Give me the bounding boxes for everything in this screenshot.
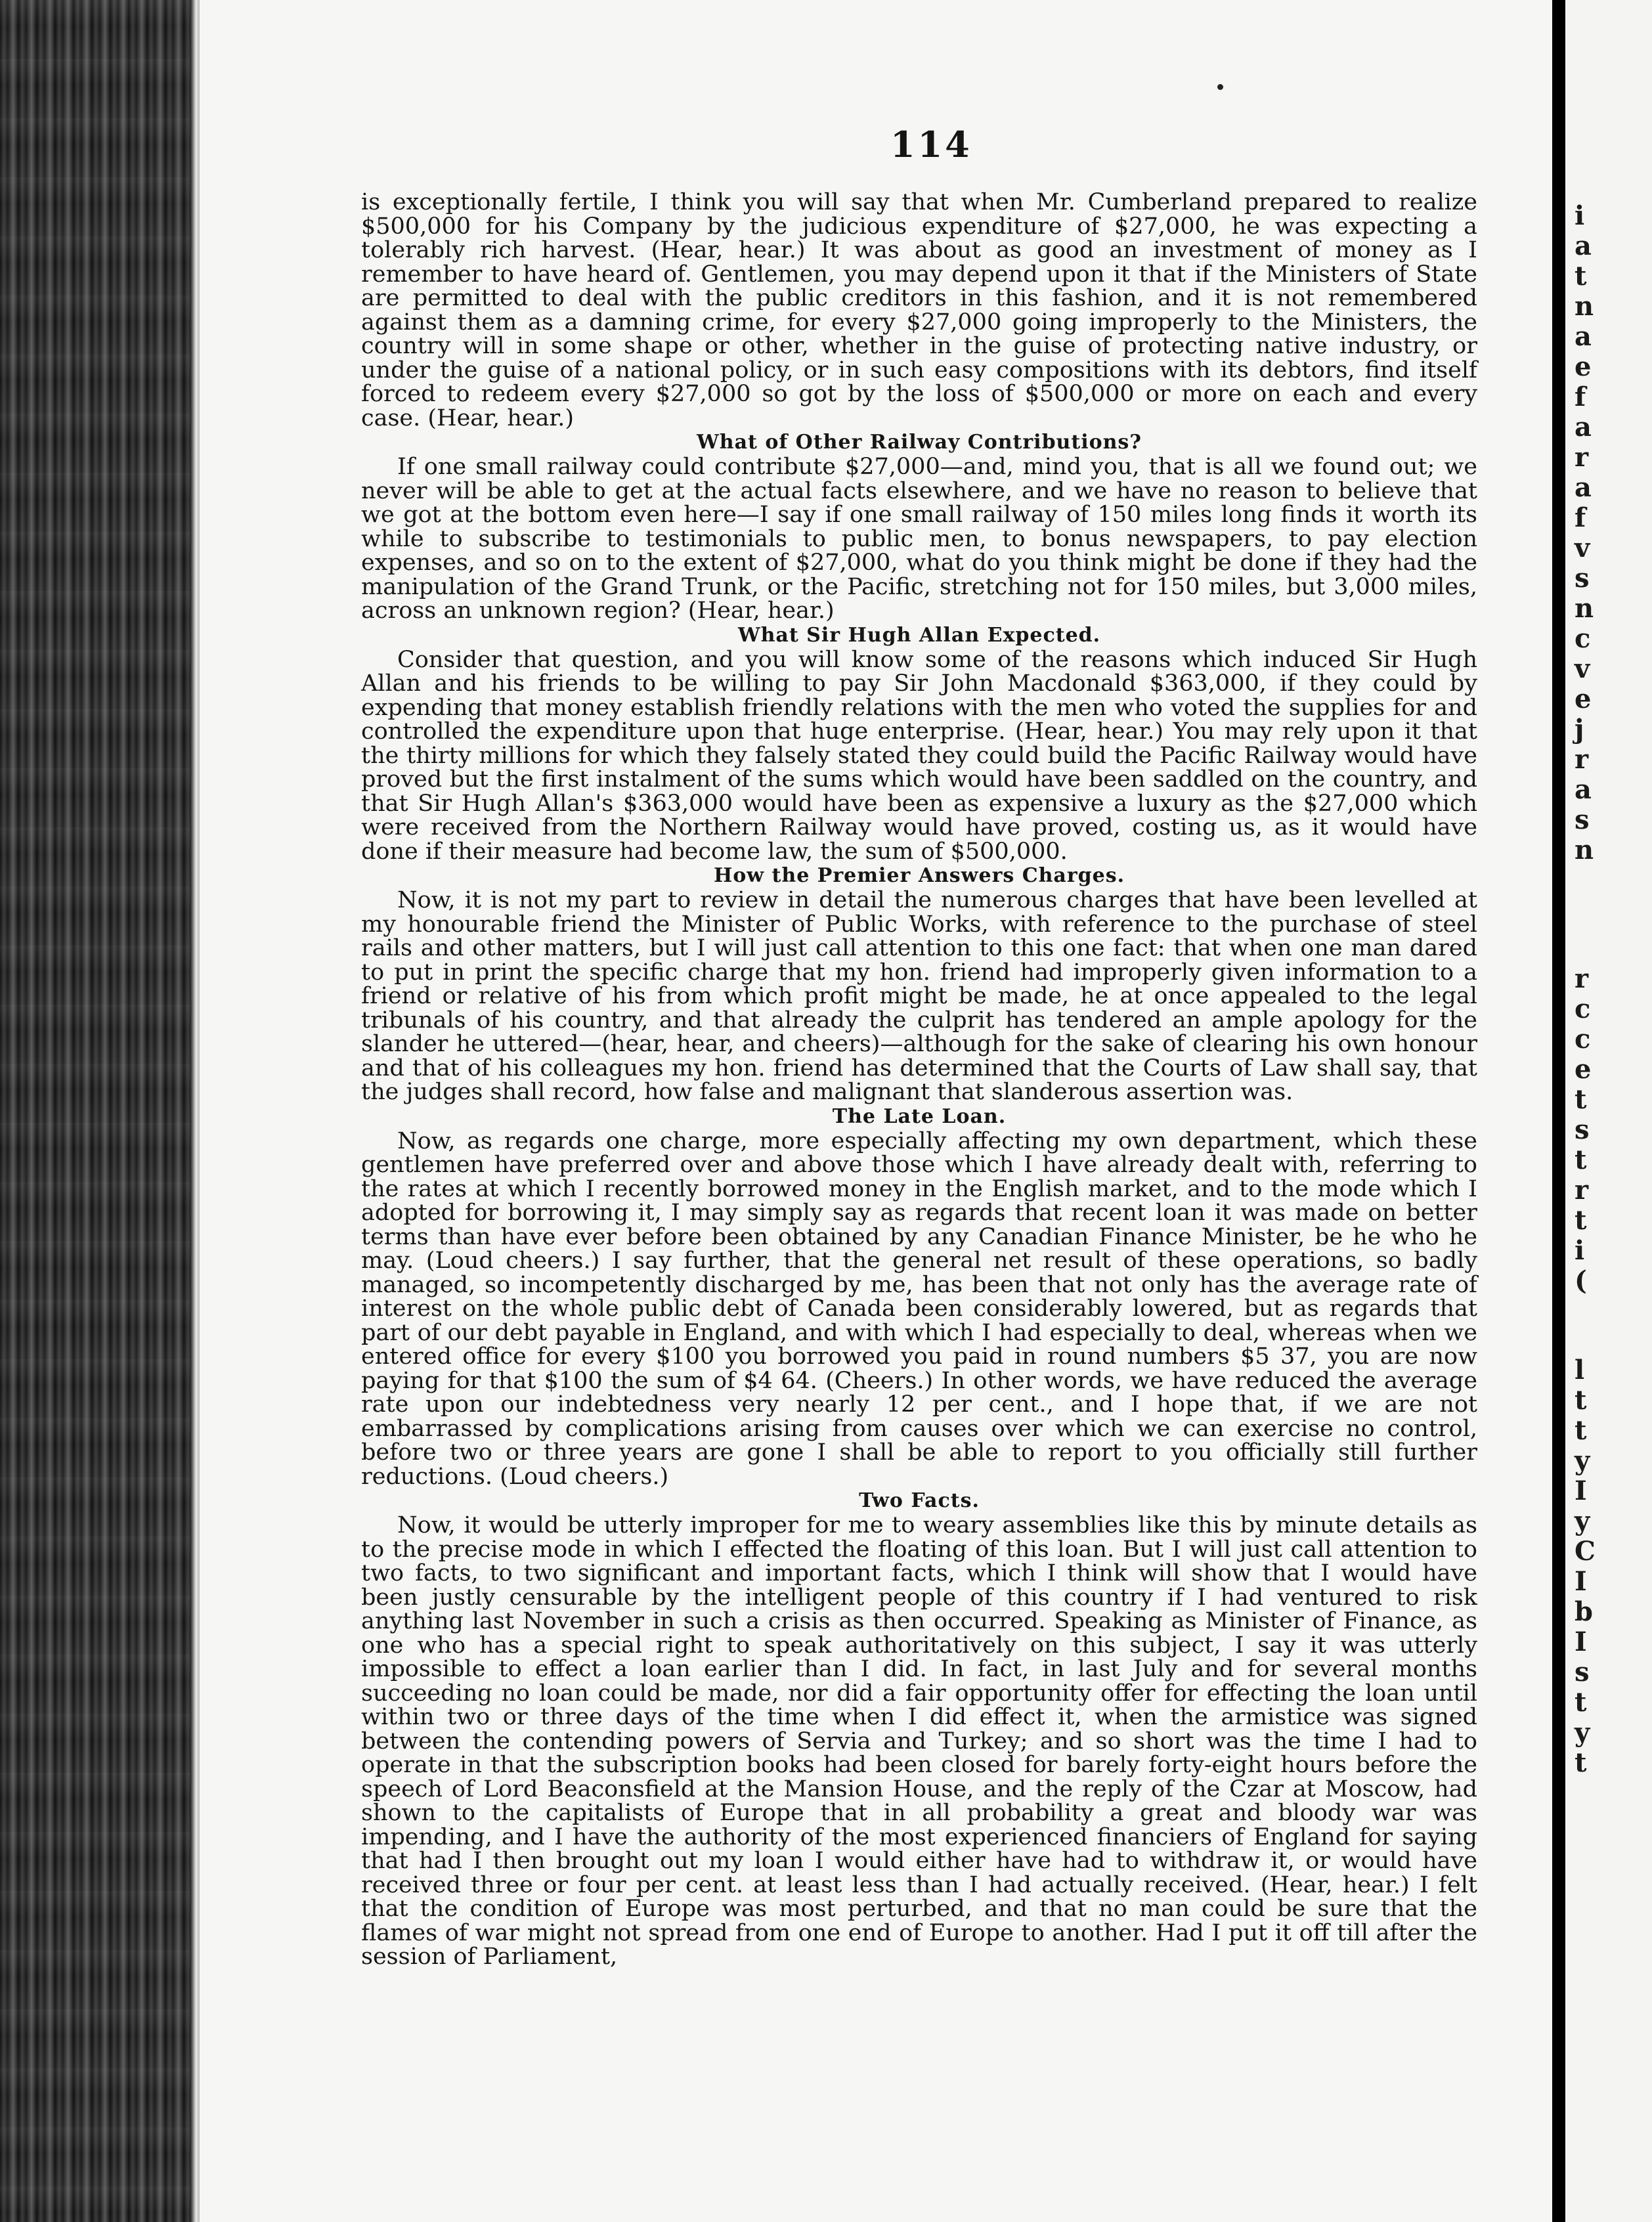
adjacent-page-letter: C: [1575, 1536, 1596, 1567]
adjacent-page-letter: a: [1575, 412, 1592, 443]
adjacent-page-letter: n: [1575, 593, 1594, 624]
adjacent-page-letter: t: [1575, 1144, 1587, 1175]
section-heading-two-facts: Two Facts.: [859, 1489, 980, 1512]
section-heading-railway-contributions: What of Other Railway Contributions?: [697, 431, 1142, 454]
adjacent-page-letter: e: [1575, 684, 1592, 714]
adjacent-page-letter: c: [1575, 623, 1591, 654]
adjacent-page-letter: y: [1575, 1506, 1590, 1536]
section-paragraph-railway-contributions: If one small railway could contribute $27,000—and, mind you, that is all we found out; we never will be able to get at the actual facts elsewhere, and we have no reason to believe that we got at the bottom even here—I say if one small railway of 150 miles long finds it worth its while to subscribe to testimonials to public men, to bonus newspapers, to pay election expenses, and so on to the extent of $27,000, what do you think might be done if they had the manipulation of the Grand Trunk, or the Pacific, stretching not for 150 miles, but 3,000 miles, across an unknown region? (Hear, hear.): [361, 454, 1477, 624]
adjacent-page-letter: t: [1575, 1415, 1587, 1446]
adjacent-page-letter: t: [1575, 1385, 1587, 1416]
adjacent-page-letter: c: [1575, 1024, 1591, 1055]
page-fold-edge: [190, 0, 200, 2222]
adjacent-page-letter: l: [1575, 1355, 1585, 1385]
opening-paragraph: is exceptionally fertile, I think you will say that when Mr. Cumberland prepared to realize $500,000 for his Company by the judicious expenditure of $27,000, he was expecting a tolerably rich harvest. (Hear, hear.) It was about as good an investment of money as I remember to have heard of. Gentlemen, you may depend upon it that if the Ministers of State are permitted to deal with the public creditors in this fashion, and it is not remembered against them as a damning crime, for every $27,000 going improperly to the Ministers, the country will in some shape or other, whether in the guise of protecting native industry, or under the guise of a national policy, or in such easy compositions with its debtors, find itself forced to redeem every $27,000 so got by the loss of $500,000 or more on each and every case. (Hear, hear.): [361, 189, 1477, 431]
section-heading-late-loan: The Late Loan.: [832, 1104, 1007, 1128]
adjacent-page-letter: I: [1575, 1475, 1587, 1506]
adjacent-page-letter: y: [1575, 1445, 1590, 1476]
page-gap: [1552, 0, 1565, 2222]
section-heading-premier-answers: How the Premier Answers Charges.: [713, 864, 1125, 887]
adjacent-page-letter: (: [1575, 1265, 1587, 1296]
adjacent-page-letter: c: [1575, 993, 1591, 1024]
page-number: 114: [890, 123, 972, 165]
adjacent-page-letter: a: [1575, 774, 1592, 805]
adjacent-page-letter: n: [1575, 835, 1594, 865]
adjacent-page-letter: s: [1575, 1657, 1590, 1688]
adjacent-page-letter: I: [1575, 1566, 1587, 1597]
adjacent-page-letter: r: [1575, 442, 1589, 473]
section-paragraph-premier-answers: Now, it is not my part to review in detail the numerous charges that have been levelled at my honourable friend the Minister of Public Works, with reference to the purchase of steel rails and other matters, but I will just call attention to this one fact: that when one man dared to put in print the specific charge that my hon. friend had improperly given information to a friend or relative of his from which profit might be made, he at once appealed to the legal tribunals of his country, and that already the culprit has tendered an ample apology for the slander he uttered—(hear, hear, and cheers)—although for the sake of clearing his own honour and that of his colleagues my hon. friend has determined that the Courts of Law shall say, that the judges shall record, how false and malignant that slanderous assertion was.: [361, 887, 1477, 1105]
adjacent-page-letter: i: [1575, 200, 1585, 231]
adjacent-page-letter: I: [1575, 1626, 1587, 1657]
adjacent-page-letter: t: [1575, 261, 1587, 292]
page-text-body: [361, 190, 1477, 1969]
adjacent-page-edge: [1565, 0, 1652, 2222]
adjacent-page-letter: t: [1575, 1687, 1587, 1718]
adjacent-page-letter: s: [1575, 804, 1590, 835]
adjacent-page-letter: a: [1575, 230, 1592, 261]
section-paragraph-late-loan: Now, as regards one charge, more especially affecting my own department, which these gentlemen have preferred over and above those which I have already dealt with, referring to the rates at which I recently borrowed money in the English market, and to the mode which I adopted for borrowing it, I may simply say as regards that recent loan it was made on better terms than have ever before been obtained by any Canadian Finance Minister, be he who he may. (Loud cheers.) I say further, that the general net result of these operations, so badly managed, so incompetently discharged by me, has been that not only has the average rate of interest on the whole public debt of Canada been considerably lowered, but as regards that part of our debt payable in England, and with which I had especially to deal, whereas when we entered office for every $100 you borrowed you paid in round numbers $5 37, you are now paying for that $100 the sum of $4 64. (Cheers.) In other words, we have reduced the average rate upon our indebtedness very nearly 12 per cent., and I hope that, if we are not embarrassed by complications arising from causes over which we can exercise no control, before two or three years are gone I shall be able to report to you officially still further reductions. (Loud cheers.): [361, 1127, 1477, 1490]
section-heading-hugh-allan: What Sir Hugh Allan Expected.: [737, 623, 1101, 647]
adjacent-page-letter: t: [1575, 1084, 1587, 1115]
adjacent-page-letter: f: [1575, 502, 1586, 533]
adjacent-page-letter: s: [1575, 563, 1590, 594]
book-binding-marbled-edge: [0, 0, 197, 2222]
adjacent-page-letter: f: [1575, 381, 1586, 412]
adjacent-page-letter: i: [1575, 1235, 1585, 1266]
section-paragraph-two-facts: Now, it would be utterly improper for me to weary assemblies like this by minute details as to the precise mode in which I effected the floating of this loan. But I will just call attention to two facts, to two significant and important facts, which I think will show that I would have been justly censurable by the intelligent people of this country if I had ventured to risk anything last November in such a crisis as then occurred. Speaking as Minister of Finance, as one who has a special right to speak authoritatively on this subject, I say it was utterly impossible to effect a loan earlier than I did. In fact, in last July and for several months succeeding no loan could be made, nor did a fair opportunity offer for effecting the loan until within two or three days of the time when I did effect it, when the armistice was signed between the contending powers of Servia and Turkey; and so short was the time I had to operate in that the subscription books had been closed for barely forty-eight hours before the speech of Lord Beaconsfield at the Mansion House, and the reply of the Czar at Moscow, had shown to the capitalists of Europe that in all probability a great and bloody war was impending, and I have the authority of the most experienced financiers of England for saying that had I then brought out my loan I would either have had to withdraw it, or would have received three or four per cent. at least less than I had actually received. (Hear, hear.) I felt that the condition of Europe was most perturbed, and that no man could be sure that the flames of war might not spread from one end of Europe to another. Had I put it off till after the session of Parliament,: [361, 1512, 1477, 1970]
adjacent-page-letter: v: [1575, 653, 1590, 684]
adjacent-page-letter: a: [1575, 472, 1592, 503]
adjacent-page-letter: v: [1575, 533, 1590, 563]
adjacent-page-letter: j: [1575, 714, 1584, 745]
adjacent-page-letter: e: [1575, 1054, 1592, 1085]
adjacent-page-letter: t: [1575, 1205, 1587, 1236]
adjacent-page-letter: r: [1575, 963, 1589, 994]
adjacent-page-letter: n: [1575, 291, 1594, 322]
ink-speck: [1217, 84, 1223, 90]
adjacent-page-letter: r: [1575, 1175, 1589, 1206]
adjacent-page-letter: t: [1575, 1747, 1587, 1778]
adjacent-page-letter: r: [1575, 744, 1589, 775]
adjacent-page-letter: e: [1575, 351, 1592, 382]
adjacent-page-letter: b: [1575, 1596, 1593, 1627]
adjacent-page-letter: y: [1575, 1717, 1590, 1748]
adjacent-page-letter: a: [1575, 321, 1592, 352]
adjacent-page-letter: s: [1575, 1114, 1590, 1145]
section-paragraph-hugh-allan: Consider that question, and you will know some of the reasons which induced Sir Hugh Allan and his friends to be willing to pay Sir John Macdonald $363,000, if they could by expending that money establish friendly relations with the men who voted the supplies for and controlled the expenditure upon that huge enterprise. (Hear, hear.) You may rely upon it that the thirty millions for which they falsely stated they could build the Pacific Railway would have proved but the first instalment of the sums which would have been saddled on the country, and that Sir Hugh Allan's $363,000 would have been as expensive a luxury as the $27,000 which were received from the Northern Railway would have proved, costing us, as it would have done if their measure had become law, the sum of $500,000.: [361, 646, 1477, 865]
